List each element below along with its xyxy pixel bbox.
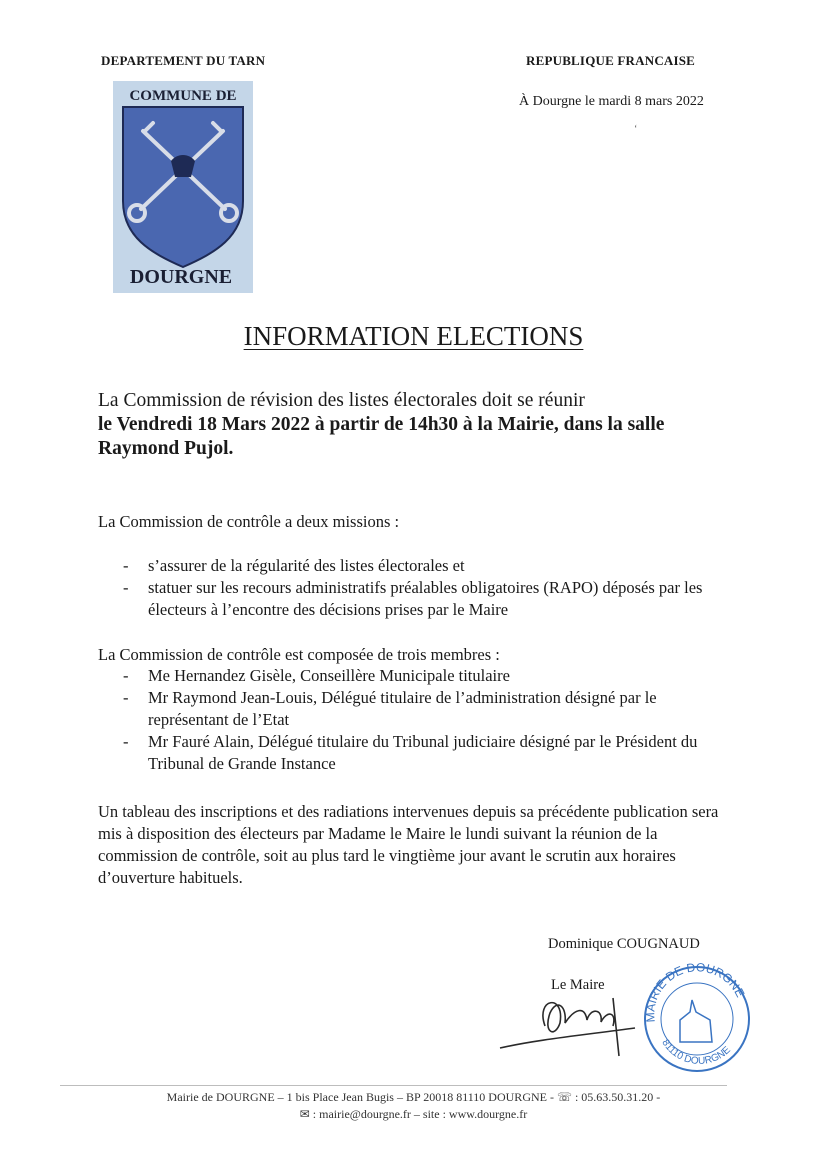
page-title: INFORMATION ELECTIONS — [243, 321, 584, 351]
mairie-stamp — [640, 962, 755, 1077]
intro-paragraph — [98, 389, 738, 461]
list-item: - Mr Raymond Jean-Louis, Délégué titulaire de l’administration désigné par le représentant de l’Etat — [123, 688, 657, 729]
intro-bold: le Vendredi 18 Mars 2022 à partir de 14h30 à la Mairie, dans la salle Raymond Pujol. — [98, 414, 665, 459]
closing-paragraph: Un tableau des inscriptions et des radiations intervenues depuis sa précédente publication sera mis à disposition des électeurs par Madame le Maire le lundi suivant la réunion de la commission de contrôle, soit au plus tard le vingtième jour avant le scrutin aux horaires d’ouverture habituels. — [98, 802, 719, 887]
footer-divider — [60, 1085, 727, 1086]
missions-heading: La Commission de contrôle a deux missions : — [98, 512, 400, 531]
svg-text:MAIRIE DE DOURGNE — [643, 962, 747, 1023]
list-item: - Me Hernandez Gisèle, Conseillère Municipale titulaire — [123, 666, 510, 685]
logo-bottom-text: DOURGNE — [129, 266, 233, 288]
signatory-role: Le Maire — [551, 977, 605, 993]
list-item: - s’assurer de la régularité des listes électorales et — [123, 556, 465, 575]
republic-header: REPUBLIQUE FRANCAISE — [526, 53, 696, 68]
missions-list — [98, 555, 738, 621]
footer-contact: ✉ : mairie@dourgne.fr – site : www.dourgne.fr — [299, 1107, 528, 1121]
logo-top-text: COMMUNE DE — [129, 88, 237, 104]
handwritten-signature — [495, 978, 645, 1058]
signatory-name: Dominique COUGNAUD — [548, 936, 700, 952]
church-icon — [680, 1000, 712, 1042]
list-item: - statuer sur les recours administratifs préalables obligatoires (RAPO) déposés par les électeurs à l’encontre des décisions prises par le Maire — [123, 578, 703, 619]
intro-line: La Commission de révision des listes électorales doit se réunir — [98, 390, 585, 411]
date-line: À Dourgne le mardi 8 mars 2022 — [519, 94, 704, 109]
commune-logo — [113, 81, 253, 293]
mark: ʻ — [634, 124, 638, 135]
stamp-code: 81110 DOURGNE — [659, 1037, 733, 1068]
department-header: DEPARTEMENT DU TARN — [101, 53, 266, 68]
stamp-text: MAIRIE DE DOURGNE — [643, 962, 748, 1023]
members-heading: La Commission de contrôle est composée de trois membres : — [98, 645, 500, 664]
footer-address: Mairie de DOURGNE – 1 bis Place Jean Bugis – BP 20018 81110 DOURGNE - ☏ : 05.63.50.31.20 - — [166, 1090, 661, 1104]
list-item: - Mr Fauré Alain, Délégué titulaire du Tribunal judiciaire désigné par le Président du Tribunal de Grande Instance — [123, 732, 698, 773]
members-list — [98, 665, 738, 775]
